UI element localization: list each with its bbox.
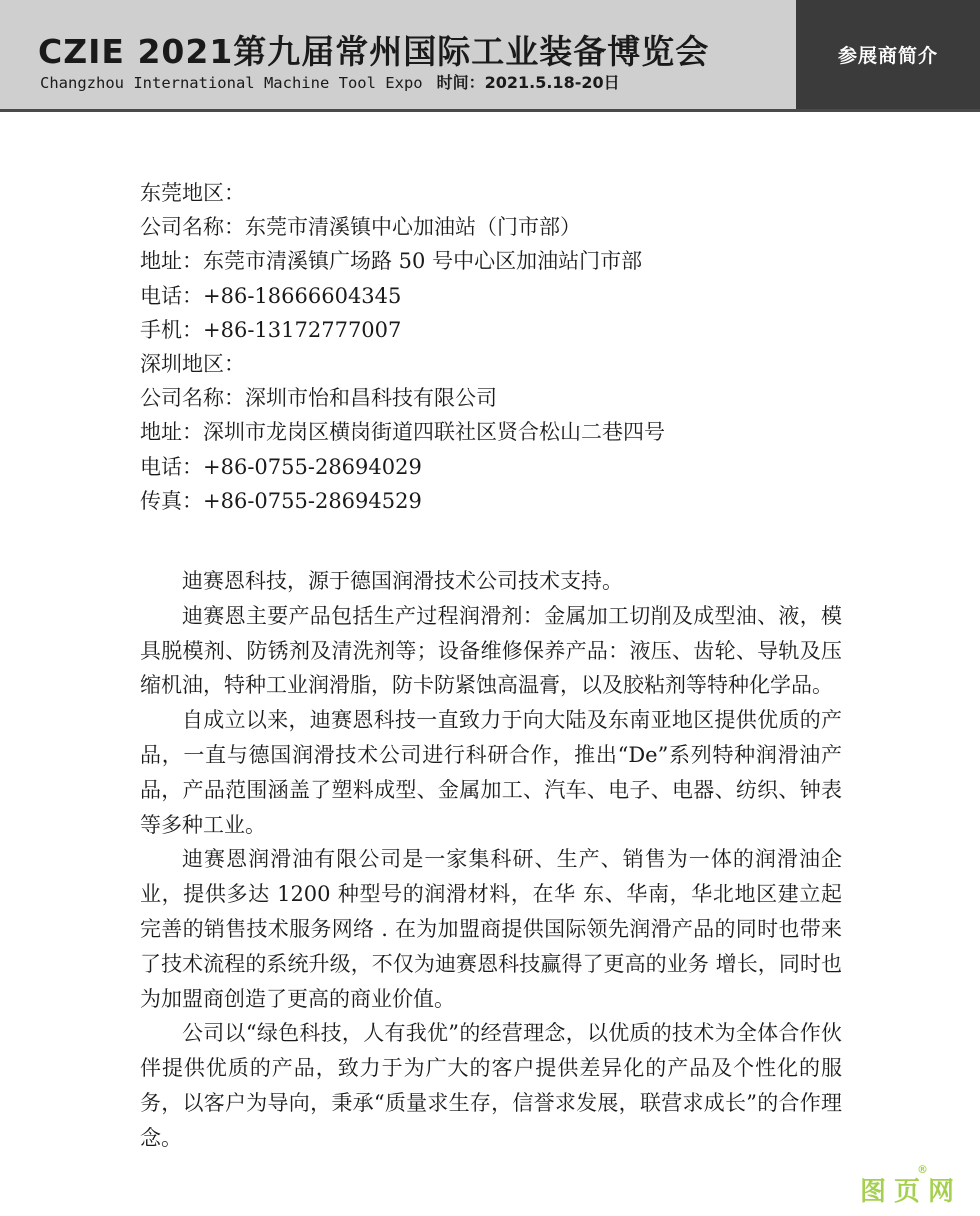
section-tab: 参展商简介 [796, 0, 980, 109]
contact-line: 电话：+86-18666604345 [140, 283, 402, 308]
company-description [140, 564, 842, 1156]
paragraph: 迪赛恩主要产品包括生产过程润滑剂：金属加工切削及成型油、液，模具脱模剂、防锈剂及清洗剂等；设备维修保养产品：液压、齿轮、导轨及压缩机油，特种工业润滑脂，防卡防紧蚀高温膏，以及胶粘剂等特种化学品。 [140, 603, 842, 698]
contact-line: 传真：+86-0755-28694529 [140, 488, 422, 513]
registered-mark: ® [917, 1163, 928, 1176]
contact-line: 地址：东莞市清溪镇广场路 50 号中心区加油站门市部 [140, 249, 643, 274]
watermark-text: 图页网 [859, 1177, 962, 1207]
watermark-logo [859, 1163, 962, 1208]
page-header [0, 0, 980, 112]
expo-date: 时间：2021.5.18-20日 [436, 73, 620, 92]
contact-line: 地址：深圳市龙岗区横岗街道四联社区贤合松山二巷四号 [140, 420, 665, 445]
contact-line: 电话：+86-0755-28694029 [140, 454, 422, 479]
expo-subtitle [40, 70, 620, 93]
contact-line: 手机：+86-13172777007 [140, 317, 402, 342]
contact-line: 公司名称：深圳市怡和昌科技有限公司 [140, 386, 497, 411]
paragraph: 公司以“绿色科技，人有我优”的经营理念，以优质的技术为全体合作伙伴提供优质的产品，致力于为广大的客户提供差异化的产品及个性化的服务，以客户为导向，秉承“质量求生存，信誉求发展，联营求成长”的合作理念。 [140, 1021, 842, 1150]
expo-english-name: Changzhou International Machine Tool Expo [40, 74, 423, 92]
paragraph: 自成立以来，迪赛恩科技一直致力于向大陆及东南亚地区提供优质的产品，一直与德国润滑技术公司进行科研合作，推出“De”系列特种润滑油产品，产品范围涵盖了塑料成型、金属加工、汽车、电子、电器、纺织、钟表等多种工业。 [140, 708, 842, 837]
contact-line: 深圳地区： [140, 352, 245, 377]
expo-title: CZIE 2021第九届常州国际工业装备博览会 [38, 32, 710, 71]
paragraph: 迪赛恩科技，源于德国润滑技术公司技术支持。 [182, 569, 623, 593]
paragraph: 迪赛恩润滑油有限公司是一家集科研、生产、销售为一体的润滑油企业，提供多达 1200 种型号的润滑材料，在华 东、华南，华北地区建立起完善的销售技术服务网络 . 在为加盟商提供国际领先润滑产品的同时也带来了技术流程的系统升级，不仅为迪赛恩科技赢得了更高的业务 增长，同时也为加盟商创造了更高的商业价值。 [140, 847, 842, 1011]
contact-info [140, 176, 940, 518]
contact-line: 公司名称：东莞市清溪镇中心加油站（门市部） [140, 215, 581, 240]
contact-line: 东莞地区： [140, 181, 245, 205]
